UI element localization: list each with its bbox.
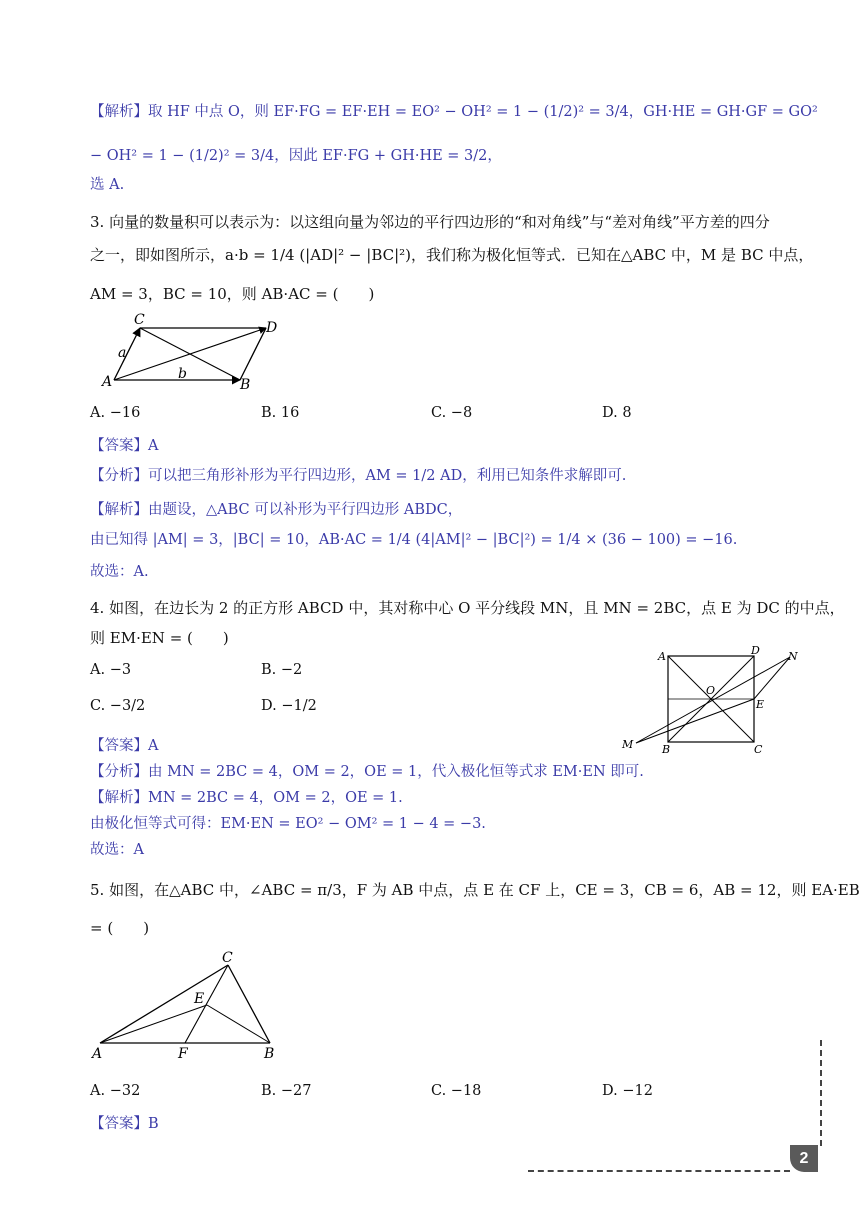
q5-option-d: D. −12 <box>602 1083 653 1099</box>
page-dashed-border-horizontal <box>528 1170 790 1172</box>
q5-label-A: A <box>92 1046 103 1062</box>
q3-parallelogram-figure <box>100 310 290 395</box>
q2-solution-line1: 【解析】取 HF 中点 O，则 EF·FG = EF·EH = EO² − OH² = 1 − (1/2)² = 3/4，GH·HE = GH·GF = GO² <box>90 104 818 120</box>
q4-label-N: N <box>788 650 798 663</box>
q3-label-C: C <box>134 312 145 328</box>
q3-option-a: A. −16 <box>90 405 141 421</box>
q3-stem-line2: 之一，即如图所示，a·b = 1/4 (|AD|² − |BC|²)，我们称为极化恒等式．已知在△ABC 中，M 是 BC 中点， <box>90 246 814 264</box>
q4-label-A: A <box>658 650 666 663</box>
q3-label-a: a <box>118 345 127 361</box>
q5-label-C: C <box>222 950 233 966</box>
q5-stem-line1: 5. 如图，在△ABC 中，∠ABC = π/3，F 为 AB 中点，点 E 在 CF 上，CE = 3，CB = 6，AB = 12，则 EA·EB <box>90 881 860 899</box>
q4-label-E: E <box>756 698 765 711</box>
q4-solution-line1: 【解析】MN = 2BC = 4，OM = 2，OE = 1. <box>90 790 403 806</box>
q4-label-B: B <box>662 743 671 756</box>
q4-analysis: 【分析】由 MN = 2BC = 4，OM = 2，OE = 1，代入极化恒等式求 EM·EN 即可. <box>90 764 644 780</box>
q4-square-figure <box>618 642 808 757</box>
q3-label-A: A <box>102 374 113 390</box>
q4-stem-line2: 则 EM·EN = ( ) <box>90 629 229 647</box>
q3-answer: 【答案】A <box>90 438 159 454</box>
q2-solution-line2: − OH² = 1 − (1/2)² = 3/4，因此 EF·FG + GH·HE = 3/2， <box>90 148 502 164</box>
q3-label-D: D <box>266 320 278 336</box>
q3-stem-line3: AM = 3，BC = 10，则 AB·AC = ( ) <box>90 285 375 303</box>
q3-solution-line1: 【解析】由题设，△ABC 可以补形为平行四边形 ABDC， <box>90 502 463 518</box>
q5-label-F: F <box>178 1046 188 1062</box>
q3-solution-line2: 由已知得 |AM| = 3，|BC| = 10，AB·AC = 1/4 (4|AM|² − |BC|²) = 1/4 × (36 − 100) = −16. <box>90 532 738 548</box>
q3-stem-line1: 3. 向量的数量积可以表示为：以这组向量为邻边的平行四边形的“和对角线”与“差对角线”平方差的四分 <box>90 213 770 231</box>
page-number: 2 <box>799 1149 809 1167</box>
q4-option-a: A. −3 <box>90 662 132 678</box>
q5-label-E: E <box>194 991 205 1007</box>
q3-label-b: b <box>178 366 187 382</box>
q5-option-a: A. −32 <box>90 1083 141 1099</box>
q4-label-M: M <box>622 738 634 751</box>
q4-solution-line3: 故选：A <box>90 842 144 858</box>
q4-option-d: D. −1/2 <box>261 698 317 714</box>
q3-analysis: 【分析】可以把三角形补形为平行四边形，AM = 1/2 AD，利用已知条件求解即可. <box>90 468 627 484</box>
q4-label-O: O <box>706 684 716 697</box>
page-number-badge <box>790 1145 818 1172</box>
q5-answer: 【答案】B <box>90 1116 159 1132</box>
q5-label-B: B <box>264 1046 275 1062</box>
q5-triangle-figure <box>88 945 308 1065</box>
q4-label-C: C <box>754 743 763 756</box>
q3-option-c: C. −8 <box>431 405 473 421</box>
q5-stem-line2: = ( ) <box>90 919 150 937</box>
q3-option-b: B. 16 <box>261 405 300 421</box>
page-dashed-border-vertical <box>820 1040 822 1146</box>
q4-option-b: B. −2 <box>261 662 303 678</box>
q3-label-B: B <box>240 377 251 393</box>
q5-option-b: B. −27 <box>261 1083 312 1099</box>
q5-option-c: C. −18 <box>431 1083 482 1099</box>
q4-solution-line2: 由极化恒等式可得：EM·EN = EO² − OM² = 1 − 4 = −3. <box>90 816 486 832</box>
q4-option-c: C. −3/2 <box>90 698 146 714</box>
q2-solution-line3: 选 A. <box>90 177 125 193</box>
q4-answer: 【答案】A <box>90 738 159 754</box>
q3-option-d: D. 8 <box>602 405 632 421</box>
q4-stem-line1: 4. 如图，在边长为 2 的正方形 ABCD 中，其对称中心 O 平分线段 MN，且 MN = 2BC，点 E 为 DC 的中点， <box>90 599 845 617</box>
q3-solution-line3: 故选：A. <box>90 564 149 580</box>
q4-label-D: D <box>751 644 760 657</box>
